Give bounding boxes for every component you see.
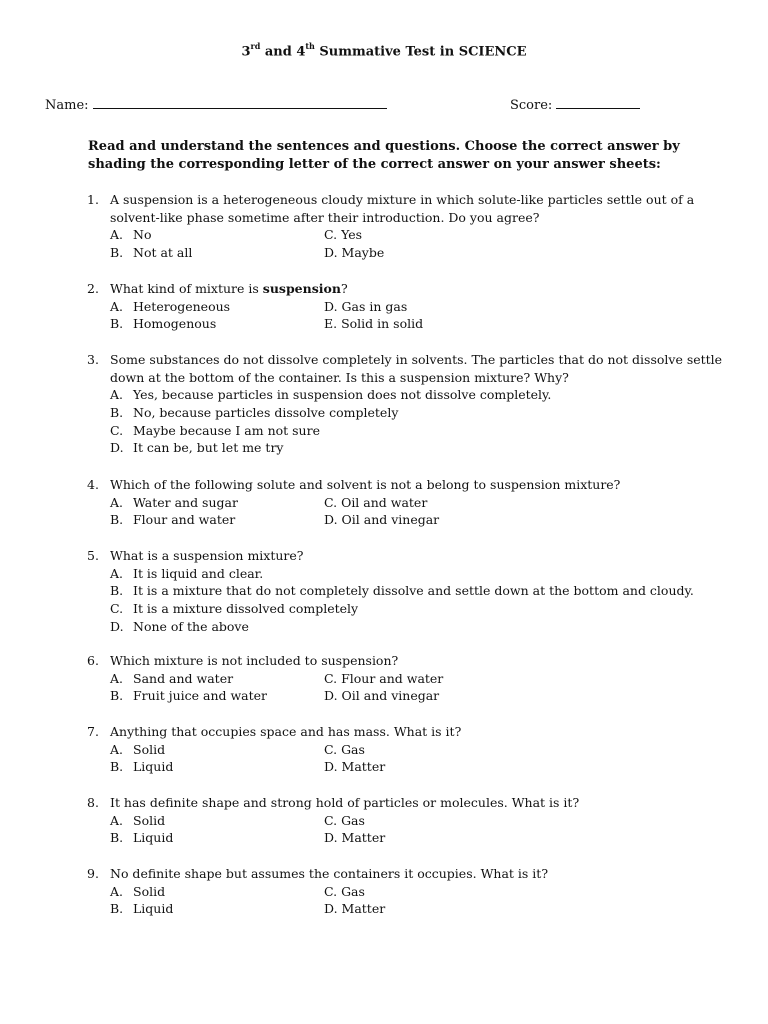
question-stem: What is a suspension mixture?	[110, 548, 304, 563]
title-superscript-th: th	[305, 41, 315, 51]
title-rest: Summative Test in SCIENCE	[314, 44, 527, 60]
question-3	[87, 351, 727, 457]
option-b: B. Homogenous	[110, 316, 217, 332]
name-blank-line[interactable]	[93, 96, 387, 109]
page-title	[0, 42, 768, 59]
option-b: B. Liquid	[110, 830, 174, 846]
score-field	[510, 96, 640, 113]
option-c: C. Gas	[324, 812, 365, 828]
question-number: 1.	[87, 192, 99, 207]
question-stem-bold: suspension	[262, 281, 341, 296]
question-stem: Which of the following solute and solvent is not a belong to suspension mixture?	[110, 477, 621, 492]
option-b: B. Flour and water	[110, 512, 236, 528]
option-a: A. Solid	[110, 741, 166, 757]
question-8	[87, 794, 727, 847]
question-stem: A suspension is a heterogeneous cloudy mixture in which solute-like particles settle out of a solvent-like phase sometime after their introduction. Do you agree?	[110, 192, 695, 225]
option-d: D. Gas in gas	[324, 298, 408, 314]
question-stem: What kind of mixture is	[110, 281, 263, 296]
option-b: B. Liquid	[110, 759, 174, 775]
question-2: 2. What kind of mixture is suspension? A. Heterogeneous B. Homogenous D. Gas in gas E. Solid in solid	[87, 280, 727, 333]
option-d: D. Oil and vinegar	[324, 688, 440, 704]
question-9	[87, 865, 727, 918]
option-a: A. Solid	[110, 883, 166, 899]
option-d: D. It can be, but let me try	[110, 440, 284, 456]
question-stem: No definite shape but assumes the containers it occupies. What is it?	[110, 866, 549, 881]
question-number: 5.	[87, 548, 99, 563]
option-b: B. It is a mixture that do not completely dissolve and settle down at the bottom and cloudy.	[110, 583, 694, 599]
name-field	[45, 96, 387, 113]
option-e: E. Solid in solid	[324, 316, 424, 332]
option-c: C. Gas	[324, 741, 365, 757]
question-5	[87, 547, 727, 635]
option-a: A. Solid	[110, 812, 166, 828]
option-c: C. Oil and water	[324, 494, 428, 510]
option-a: A. Heterogeneous	[110, 298, 231, 314]
question-number: 4.	[87, 477, 99, 492]
question-stem: Anything that occupies space and has mass. What is it?	[110, 724, 462, 739]
title-number: 3	[241, 44, 251, 60]
option-b: B. Liquid	[110, 901, 174, 917]
title-and: and 4	[260, 44, 306, 60]
instructions: Read and understand the sentences and questions. Choose the correct answer by shading the corresponding letter of the correct answer on your answer sheets:	[88, 139, 680, 172]
question-number: 6.	[87, 653, 99, 668]
question-number: 3.	[87, 352, 99, 367]
option-d: D. Matter	[324, 759, 386, 775]
question-6	[87, 652, 727, 705]
option-d: D. Matter	[324, 901, 386, 917]
option-c: C. Maybe because I am not sure	[110, 422, 320, 438]
option-a: A. Sand and water	[110, 670, 234, 686]
option-b: B. Fruit juice and water	[110, 688, 268, 704]
title-superscript-rd: rd	[250, 41, 261, 51]
option-a: A. It is liquid and clear.	[110, 565, 264, 581]
option-a: A. Yes, because particles in suspension does not dissolve completely.	[110, 387, 552, 403]
question-4	[87, 476, 727, 529]
option-c: C. Yes	[324, 227, 363, 243]
option-a: A. Water and sugar	[110, 494, 238, 510]
option-c: C. Gas	[324, 883, 365, 899]
question-number: 9.	[87, 866, 99, 881]
option-b: B. No, because particles dissolve completely	[110, 405, 399, 421]
score-blank-line[interactable]	[556, 96, 640, 109]
question-stem: Which mixture is not included to suspension?	[110, 653, 399, 668]
question-stem: It has definite shape and strong hold of particles or molecules. What is it?	[110, 795, 580, 810]
name-label: Name:	[45, 98, 93, 113]
option-d: D. Maybe	[324, 245, 385, 261]
option-d: D. Matter	[324, 830, 386, 846]
option-d: D. None of the above	[110, 618, 249, 634]
option-c: C. Flour and water	[324, 670, 444, 686]
question-7	[87, 723, 727, 776]
option-b: B. Not at all	[110, 245, 193, 261]
question-number: 7.	[87, 724, 99, 739]
option-c: C. It is a mixture dissolved completely	[110, 601, 359, 617]
question-stem: Some substances do not dissolve completely in solvents. The particles that do not dissolve settle down at the bottom of the container. Is this a suspension mixture? Why?	[110, 352, 723, 385]
question-number: 8.	[87, 795, 99, 810]
question-1	[87, 191, 727, 262]
score-label: Score:	[510, 98, 557, 113]
option-a: A. No	[110, 227, 152, 243]
option-d: D. Oil and vinegar	[324, 512, 440, 528]
question-number: 2.	[87, 281, 99, 296]
